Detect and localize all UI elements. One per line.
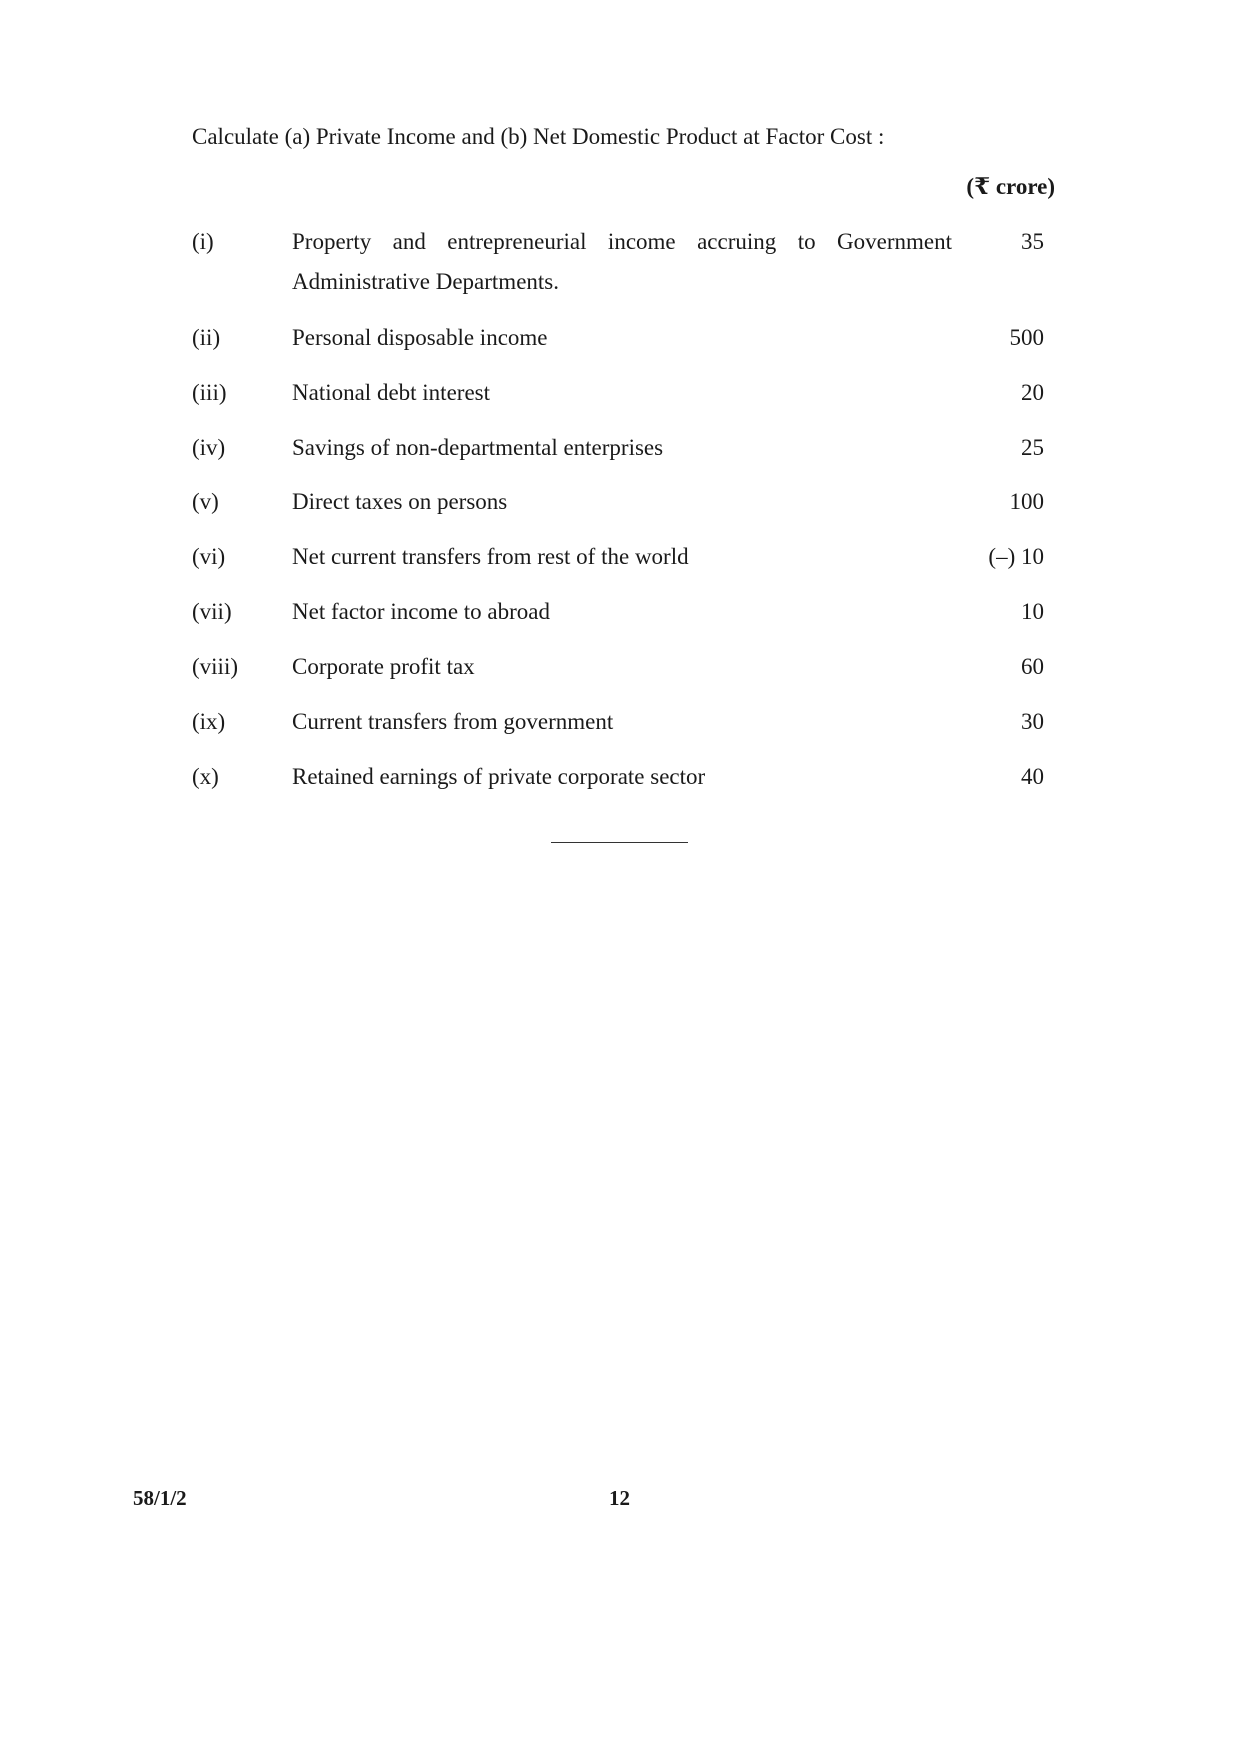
item-number: (ii) <box>192 325 221 350</box>
item-value: 30 <box>1021 709 1044 734</box>
paper-code: 58/1/2 <box>133 1486 187 1510</box>
item-value: 35 <box>1021 229 1044 254</box>
item-value: 100 <box>1009 489 1044 514</box>
item-number: (i) <box>192 229 214 254</box>
item-number: (iii) <box>192 380 227 405</box>
end-of-question-rule <box>551 842 688 843</box>
item-description: Current transfers from government <box>292 709 614 734</box>
item-number: (vii) <box>192 599 232 624</box>
unit-label: (₹ crore) <box>966 174 1055 199</box>
item-value: (–) 10 <box>988 544 1044 569</box>
item-description: Corporate profit tax <box>292 654 475 679</box>
item-description: Retained earnings of private corporate sector <box>292 764 706 789</box>
item-value: 40 <box>1021 764 1044 789</box>
item-description: Personal disposable income <box>292 325 548 350</box>
item-description: Direct taxes on persons <box>292 489 508 514</box>
item-number: (x) <box>192 764 219 789</box>
item-value: 500 <box>1009 325 1044 350</box>
question-text: Calculate (a) Private Income and (b) Net Domestic Product at Factor Cost : <box>192 124 885 149</box>
item-description: Net current transfers from rest of the world <box>292 544 689 569</box>
item-description: Property and entrepreneurial income accruing to Government Administrative Departments. <box>292 229 952 294</box>
item-number: (viii) <box>192 654 238 679</box>
page-number: 12 <box>609 1486 630 1510</box>
item-value: 10 <box>1021 599 1044 624</box>
item-number: (ix) <box>192 709 226 734</box>
item-number: (v) <box>192 489 219 514</box>
item-value: 25 <box>1021 435 1044 460</box>
item-description: National debt interest <box>292 380 490 405</box>
item-value: 20 <box>1021 380 1044 405</box>
item-number: (vi) <box>192 544 226 569</box>
item-description: Savings of non-departmental enterprises <box>292 435 664 460</box>
item-description: Net factor income to abroad <box>292 599 550 624</box>
item-number: (iv) <box>192 435 226 460</box>
item-value: 60 <box>1021 654 1044 679</box>
